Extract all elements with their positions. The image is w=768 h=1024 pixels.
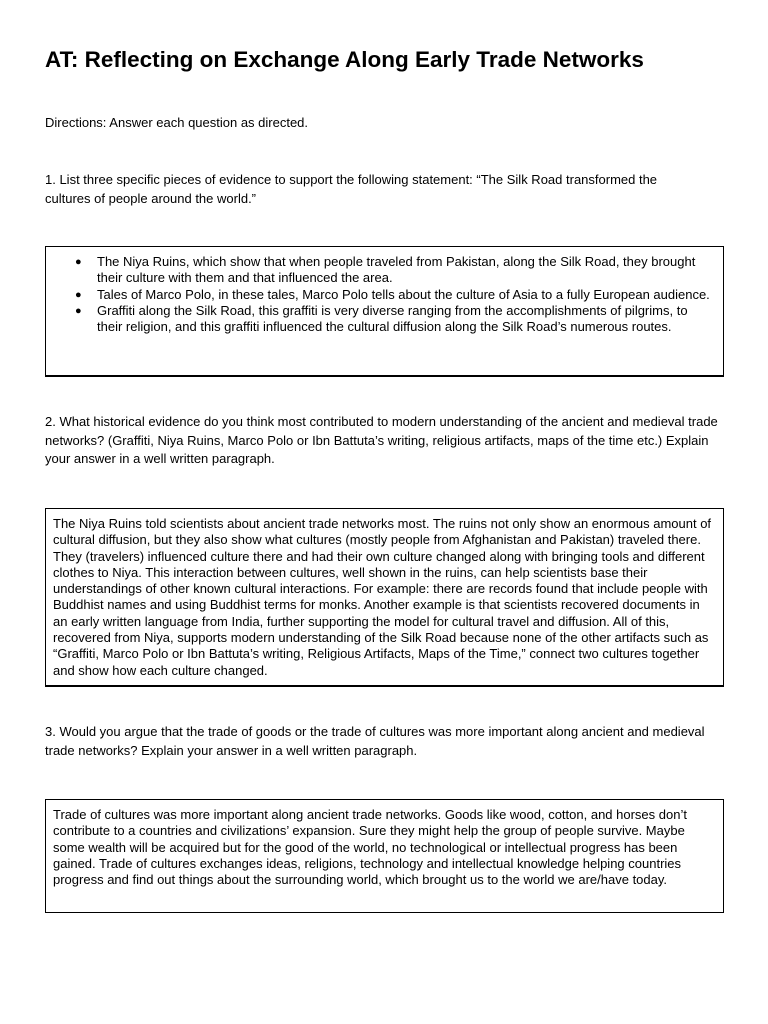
- answer-box-2: [45, 508, 724, 687]
- answer-3-paragraph: Trade of cultures was more important along ancient trade networks. Goods like wood, cotton, and horses don’t contribute to a countries and civilizations’ expansion. Sure they might help the group of people survive. Maybe some wealth will be acquired but for the good of the world, no technological or intellectual progress has been gained. Trade of cultures exchanges ideas, religions, technology and intellectual knowledge helping countries progress and find out things about the surrounding world, which brought us to the world we are/have today.: [53, 807, 687, 888]
- directions-text: Directions: Answer each question as directed.: [45, 115, 309, 130]
- answer-2-paragraph: The Niya Ruins told scientists about ancient trade networks most. The ruins not only show an enormous amount of cultural diffusion, but they also show what cultures (mostly people from Afghanistan and Pakistan) traveled there. They (travelers) influenced culture there and had their own culture changed along with bringing tools and different clothes to Niya. This interaction between cultures, well shown in the ruins, can help scientists base their understandings of other known cultural interactions. For example: there are records found that include people with Buddhist names and using Buddhist terms for monks. Another example is that scientists recovered documents in an early written language from India, further supporting the model for cultural travel and diffusion. All of this, recovered from Niya, supports modern understanding of the Silk Road because none of the other artifacts such as “Graffiti, Marco Polo or Ibn Battuta’s writing, Religious Artifacts, Maps of the Time,” connect two cultures together and show how each culture changed.: [53, 516, 712, 678]
- bullet-icon: ●: [75, 304, 82, 317]
- bullet-icon: ●: [75, 256, 82, 268]
- list-item-text: The Niya Ruins, which show that when people traveled from Pakistan, along the Silk Road, they brought their culture with them and that influenced the area.: [97, 254, 696, 286]
- list-item: [75, 286, 713, 303]
- question-3-prompt: 3. Would you argue that the trade of goods or the trade of cultures was more important along ancient and medieval trade networks? Explain your answer in a well written paragraph.: [45, 724, 705, 758]
- answer-box-1: [45, 246, 724, 377]
- list-item-text: Graffiti along the Silk Road, this graffiti is very diverse ranging from the accomplishments of pilgrims, to their religion, and this graffiti influenced the cultural diffusion along the Silk Road’s numerous routes.: [97, 302, 688, 335]
- answer-box-3: [45, 799, 724, 913]
- question-2-prompt: 2. What historical evidence do you think most contributed to modern understanding of the ancient and medieval trade networks? (Graffiti, Niya Ruins, Marco Polo or Ibn Battuta’s writing, religious artifacts, maps of the time etc.) Explain your answer in a well written paragraph.: [45, 414, 718, 466]
- list-item: [75, 302, 713, 336]
- evidence-list: [46, 247, 723, 335]
- bullet-icon: ●: [75, 288, 82, 301]
- question-1-prompt: 1. List three specific pieces of evidence to support the following statement: “The Silk Road transformed the cultures of people around the world.”: [45, 172, 658, 206]
- page-title: AT: Reflecting on Exchange Along Early Trade Networks: [45, 47, 644, 72]
- list-item: [75, 254, 713, 287]
- list-item-text: Tales of Marco Polo, in these tales, Marco Polo tells about the culture of Asia to a fully European audience.: [97, 286, 710, 302]
